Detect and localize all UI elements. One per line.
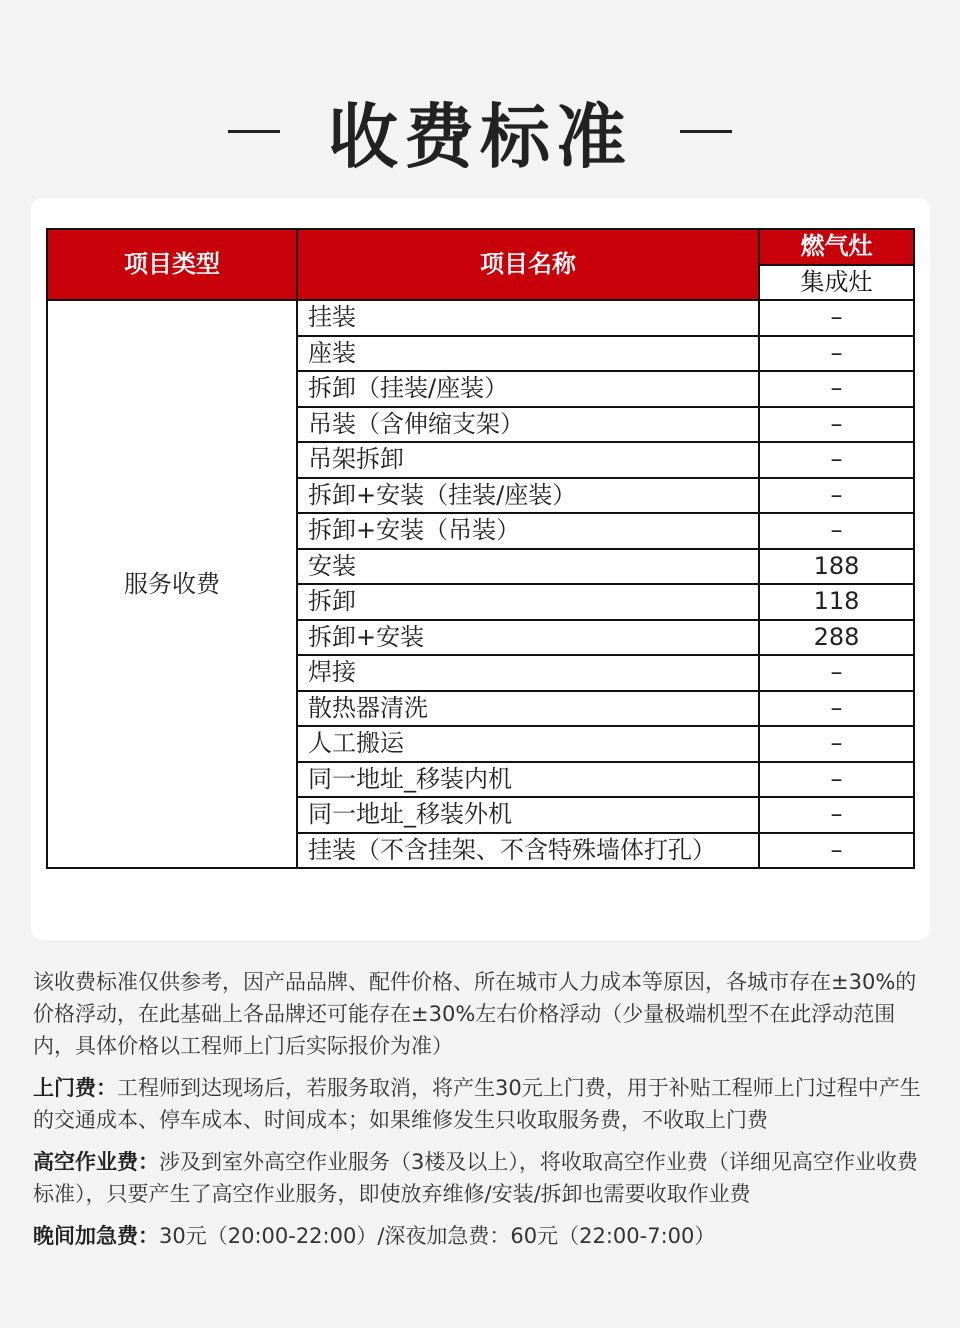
- item-price-cell: –: [759, 371, 914, 407]
- item-price-cell: –: [759, 691, 914, 727]
- item-price-cell: –: [759, 726, 914, 762]
- item-name-cell: 同一地址_移装内机: [297, 762, 759, 798]
- note-height-text: 涉及到室外高空作业服务（3楼及以上），将收取高空作业费（详细见高空作业收费标准），只要产生了高空作业服务，即使放弃维修/安装/拆卸也需要收取作业费: [33, 1150, 918, 1206]
- item-price-cell: –: [759, 336, 914, 372]
- item-name-cell: 吊装（含伸缩支架）: [297, 407, 759, 443]
- item-price-cell: –: [759, 478, 914, 514]
- item-name-cell: 同一地址_移装外机: [297, 797, 759, 833]
- note-height: [33, 1146, 933, 1210]
- item-price-cell: –: [759, 407, 914, 443]
- item-price-cell: 188: [759, 549, 914, 585]
- fee-table: [46, 228, 915, 869]
- item-price-cell: –: [759, 442, 914, 478]
- item-name-cell: 焊接: [297, 655, 759, 691]
- note-height-label: 高空作业费：: [33, 1150, 159, 1174]
- item-name-cell: 拆卸: [297, 584, 759, 620]
- note-visit-text: 工程师到达现场后，若服务取消，将产生30元上门费，用于补贴工程师上门过程中产生的交通成本、停车成本、时间成本；如果维修发生只收取服务费，不收取上门费: [33, 1076, 921, 1132]
- title-row: [0, 92, 960, 182]
- item-price-cell: –: [759, 655, 914, 691]
- header-integrated: 集成灶: [759, 265, 914, 301]
- title-dash-right: [680, 130, 732, 133]
- note-disclaimer: 该收费标准仅供参考，因产品品牌、配件价格、所在城市人力成本等原因，各城市存在±30%的价格浮动，在此基础上各品牌还可能存在±30%左右价格浮动（少量极端机型不在此浮动范围内，具体价格以工程师上门后实际报价为准）: [33, 970, 917, 1058]
- item-name-cell: 人工搬运: [297, 726, 759, 762]
- note-night: [33, 1220, 933, 1252]
- item-price-cell: –: [759, 762, 914, 798]
- table-row: [47, 300, 914, 336]
- note-night-text: 30元（20:00-22:00）/深夜加急费：60元（22:00-7:00）: [159, 1224, 716, 1248]
- item-name-cell: 拆卸+安装（吊装）: [297, 513, 759, 549]
- header-gas: 燃气灶: [759, 229, 914, 265]
- item-name-cell: 挂装: [297, 300, 759, 336]
- category-cell: 服务收费: [47, 300, 297, 868]
- item-name-cell: 座装: [297, 336, 759, 372]
- item-name-cell: 安装: [297, 549, 759, 585]
- item-name-cell: 拆卸（挂装/座装）: [297, 371, 759, 407]
- item-price-cell: –: [759, 797, 914, 833]
- notes: [33, 966, 933, 1262]
- item-price-cell: –: [759, 833, 914, 869]
- item-name-cell: 吊架拆卸: [297, 442, 759, 478]
- item-price-cell: 118: [759, 584, 914, 620]
- item-price-cell: 288: [759, 620, 914, 656]
- header-type: 项目类型: [47, 229, 297, 300]
- item-name-cell: 拆卸+安装: [297, 620, 759, 656]
- note-visit: [33, 1072, 933, 1136]
- item-name-cell: 散热器清洗: [297, 691, 759, 727]
- item-name-cell: 拆卸+安装（挂装/座装）: [297, 478, 759, 514]
- note-visit-label: 上门费：: [33, 1076, 117, 1100]
- item-name-cell: 挂装（不含挂架、不含特殊墙体打孔）: [297, 833, 759, 869]
- fee-table-body: [47, 300, 914, 868]
- note-night-label: 晚间加急费：: [33, 1224, 159, 1248]
- page-title: 收费标准: [328, 96, 632, 178]
- header-name: 项目名称: [297, 229, 759, 300]
- item-price-cell: –: [759, 513, 914, 549]
- item-price-cell: –: [759, 300, 914, 336]
